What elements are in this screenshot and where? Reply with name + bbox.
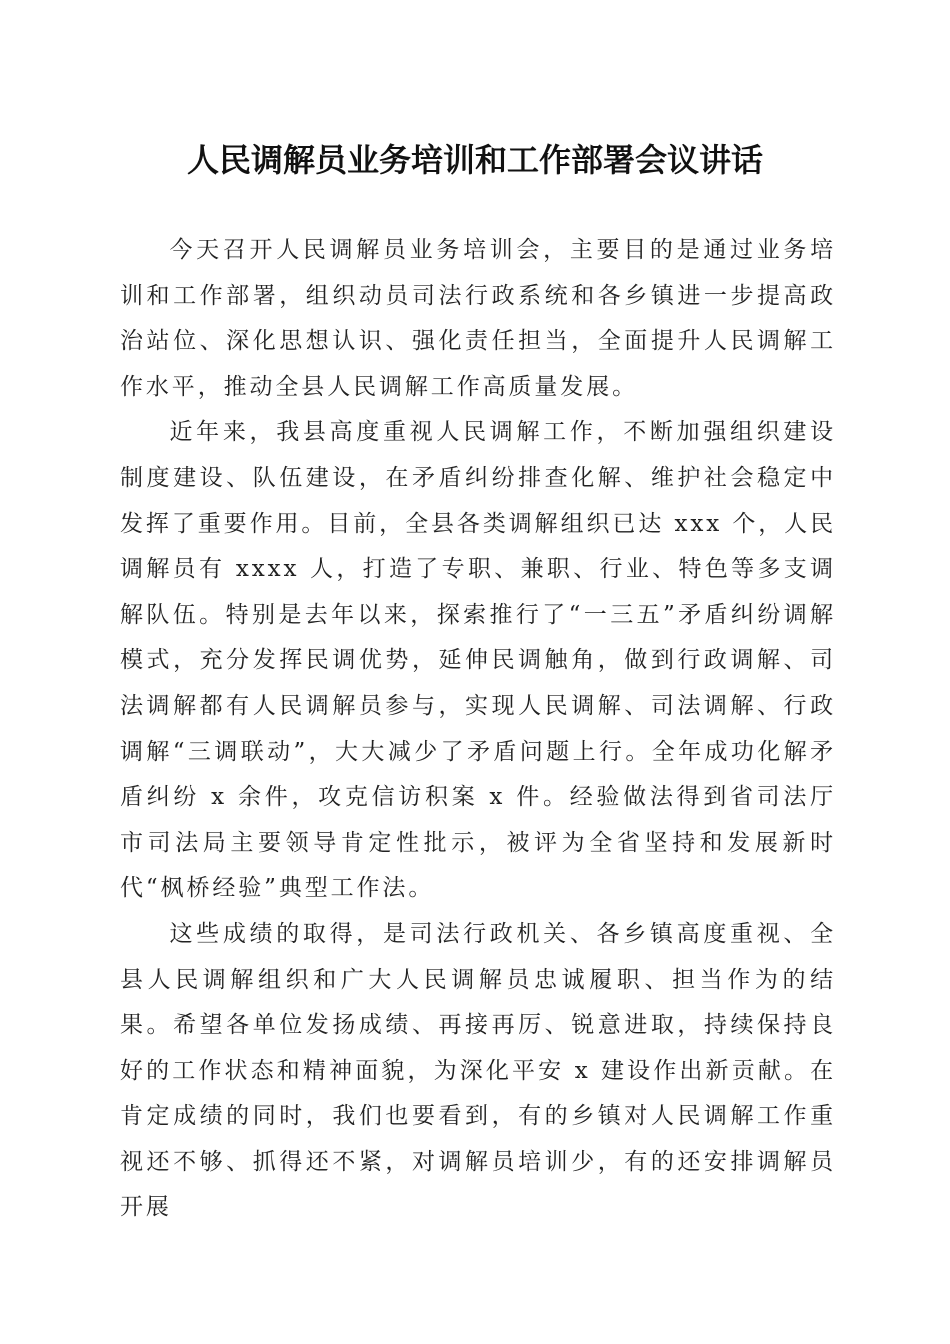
paragraph-2: 近年来，我县高度重视人民调解工作，不断加强组织建设制度建设、队伍建设，在矛盾纠纷排查化解、维护社会稳定中发挥了重要作用。目前，全县各类调解组织已达 xxx 个，人民调解员有 xxxx 人，打造了专职、兼职、行业、特色等多支调解队伍。特别是去年以来，探索推行了“一三五”矛盾纠纷调解模式，充分发挥民调优势，延伸民调触角，做到行政调解、司法调解都有人民调解员参与，实现人民调解、司法调解、行政调解“三调联动”，大大减少了矛盾问题上行。全年成功化解矛盾纠纷 x 余件，攻克信访积案 x 件。经验做法得到省司法厅市司法局主要领导肯定性批示，被评为全省坚持和发展新时代“枫桥经验”典型工作法。 bbox=[120, 419, 836, 902]
paragraph-3: 这些成绩的取得，是司法行政机关、各乡镇高度重视、全县人民调解组织和广大人民调解员忠诚履职、担当作为的结果。希望各单位发扬成绩、再接再厉、锐意进取，持续保持良好的工作状态和精神面貌，为深化平安 x 建设作出新贡献。在肯定成绩的同时，我们也要看到，有的乡镇对人民调解工作重视还不够、抓得还不紧，对调解员培训少，有的还安排调解员开展 bbox=[120, 920, 836, 1221]
paragraph-1: 今天召开人民调解员业务培训会，主要目的是通过业务培训和工作部署，组织动员司法行政系统和各乡镇进一步提高政治站位、深化思想认识、强化责任担当，全面提升人民调解工作水平，推动全县人民调解工作高质量发展。 bbox=[120, 237, 836, 400]
document-title: 人民调解员业务培训和工作部署会议讲话 bbox=[186, 141, 763, 179]
document-body bbox=[120, 228, 836, 1231]
